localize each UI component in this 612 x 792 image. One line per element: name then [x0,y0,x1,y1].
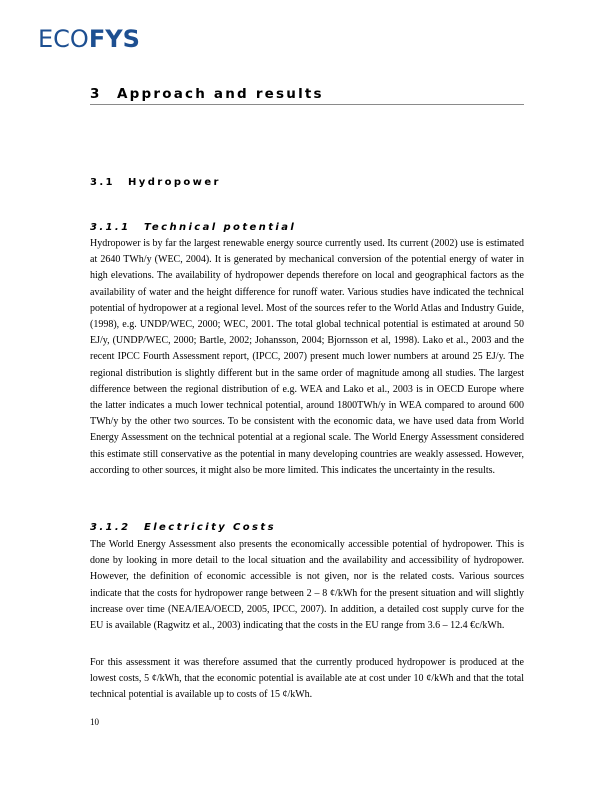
chapter-title-line [90,86,524,102]
ecofys-logo [38,26,140,52]
chapter-number: 3 [90,86,102,102]
paragraph-electricity-costs: The World Energy Assessment also presents the economically accessible potential of hydropower. This is done by looking in more detail to the local situation and the availability and accessibility of hydropower. However, the definition of economic accessible is not given, nor is the related costs. Various sources indicate that the costs for hydropower range between 2 – 8 ¢/kWh for the present situation and will slightly increase over time (NEA/IEA/OECD, 2005, IPCC, 2007). In addition, a detailed cost supply curve for the EU is available (Ragwitz et al., 2003) indicating that the costs in the EU range from 3.6 – 12.4 €c/kWh. [90,539,524,632]
subsection-title: Electricity Costs [144,522,276,533]
logo-eco-text: ECO [38,25,89,53]
section-title: Hydropower [128,177,221,188]
subsection-title: Technical potential [144,222,297,233]
section-heading [90,176,221,190]
page-number: 10 [90,717,99,727]
logo-fys-text: FYS [88,25,140,53]
chapter-heading [90,86,524,105]
paragraph-assessment-assumption: For this assessment it was therefore assumed that the currently produced hydropower is produced at the lowest costs, 5 ¢/kWh, that the economic potential is available ate at cost under 10 ¢/kWh and that the total technical potential is available up to costs of 15 ¢/kWh. [90,657,524,701]
section-number: 3.1 [90,177,115,188]
chapter-title: Approach and results [117,86,324,102]
subsection-heading-electricity-costs [90,521,276,535]
subsection-number: 3.1.1 [90,222,131,233]
subsection-number: 3.1.2 [90,522,131,533]
subsection-heading-technical-potential [90,221,296,235]
paragraph-technical-potential: Hydropower is by far the largest renewable energy source currently used. Its current (2002) use is estimated at 2640 TWh/y (WEC, 2004). It is generated by mechanical conversion of the potential energy of water in high elevations. The availability of hydropower depends therefore on local and geographical factors as the availability of water and the height difference for runoff water. Various studies have indicated the technical potential of hydropower at a regional level. Most of the sources refer to the World Atlas and Industry Guide, (1998), e.g. UNDP/WEC, 2000; WEC, 2001. The total global technical potential is estimated at around 50 EJ/y, (UNDP/WEC, 2000; Bartle, 2002; Johansson, 2004; Bjornsson et al, 1998). Lako et al., 2003 and the recent IPCC Fourth Assessment report, (IPCC, 2007) present much lower numbers at around 25 EJ/y. The regional distribution is slightly different but in the same order of magnitude among all studies. The largest difference between the regional distribution of e.g. WEA and Lako et al., 2003 is in OECD Europe where the latter indicates a much lower technical potential, around 1800TWh/y in WEA compared to around 600 TWh/y by the other two sources. To be consistent with the economic data, we have used data from World Energy Assessment on the technical potential at a regional scale. The World Energy Assessment considered this estimate still conservative as the potential in many developing countries are weakly assessed. However, according to other sources, it might also be more limited. This indicates the uncertainty in the results. [90,238,524,476]
